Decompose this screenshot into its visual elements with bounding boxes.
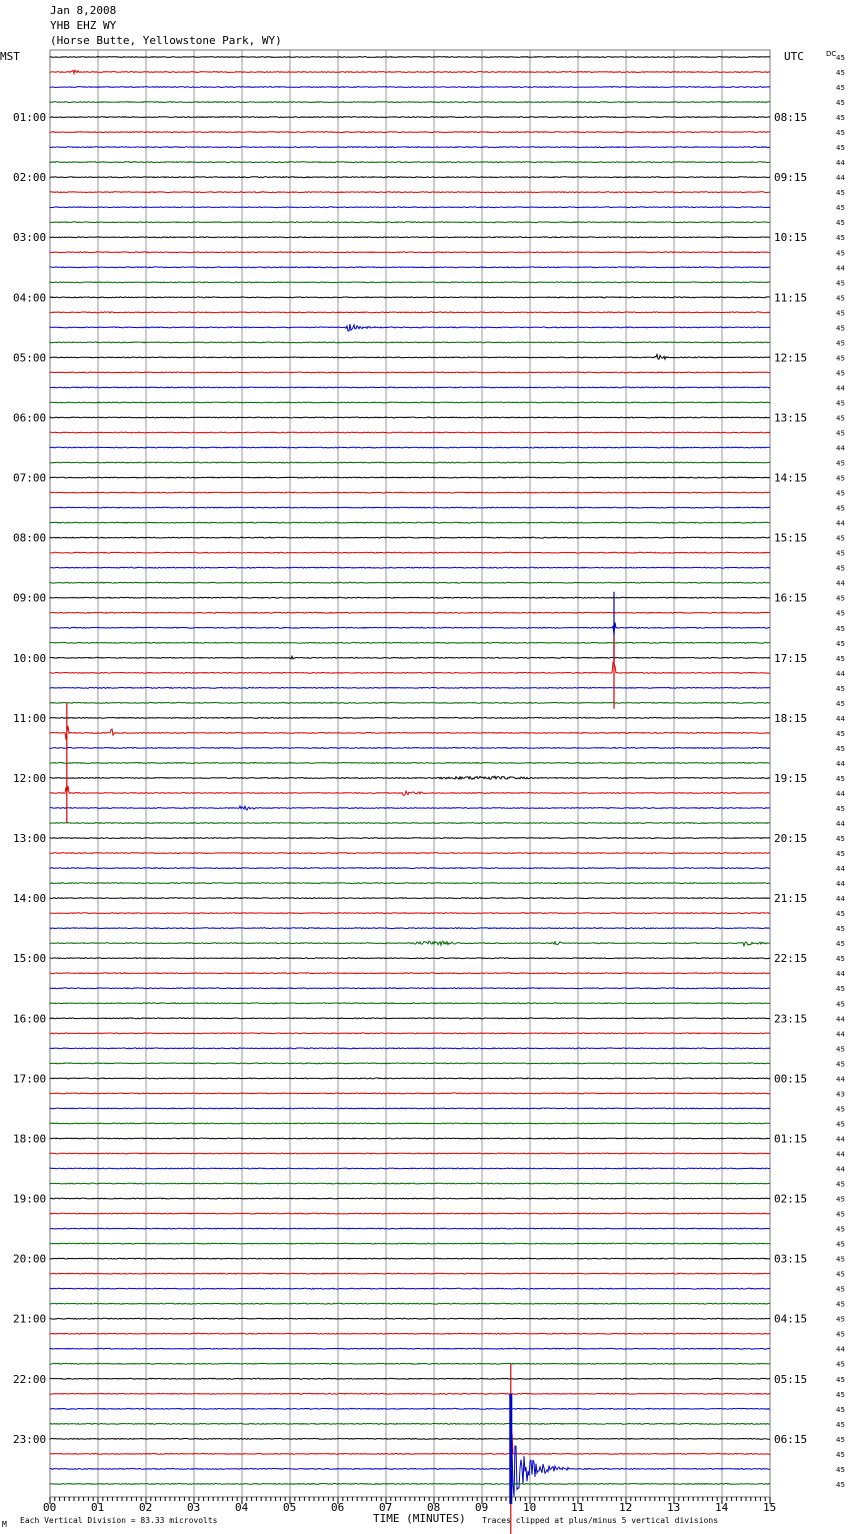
right-hour-label: 15:15 bbox=[774, 531, 808, 545]
seismic-trace bbox=[50, 1153, 770, 1154]
seismic-trace bbox=[50, 162, 770, 163]
seismic-trace bbox=[50, 1348, 770, 1349]
station-location: (Horse Butte, Yellowstone Park, WY) bbox=[50, 34, 282, 47]
x-axis-title: TIME (MINUTES) bbox=[373, 1512, 466, 1525]
dc-offset-label: 44 bbox=[836, 519, 845, 528]
right-hour-label: 21:15 bbox=[774, 892, 808, 906]
dc-offset-label: 44 bbox=[836, 1135, 845, 1144]
dc-offset-label: 44 bbox=[836, 880, 845, 889]
dc-offset-label: 45 bbox=[836, 414, 845, 423]
left-hour-label: 19:00 bbox=[13, 1192, 47, 1206]
seismic-trace bbox=[50, 252, 770, 253]
seismic-trace bbox=[50, 1018, 770, 1019]
left-hour-label: 04:00 bbox=[13, 291, 47, 305]
x-tick-label: 14 bbox=[715, 1501, 729, 1514]
dc-offset-label: 44 bbox=[836, 820, 845, 828]
dc-offset-label: 45 bbox=[836, 279, 845, 288]
dc-offset-label: 45 bbox=[836, 1285, 845, 1294]
left-hour-label: 14:00 bbox=[13, 892, 47, 906]
seismic-trace bbox=[50, 297, 770, 298]
seismic-trace bbox=[50, 928, 770, 929]
seismic-trace bbox=[50, 387, 770, 388]
dc-offset-label: 44 bbox=[836, 1150, 845, 1159]
dc-offset-label: 45 bbox=[836, 1435, 845, 1444]
dc-offset-label: 45 bbox=[836, 249, 845, 258]
dc-offset-label: 45 bbox=[836, 1450, 845, 1459]
dc-offset-label: 45 bbox=[836, 1480, 845, 1489]
dc-offset-label: 44 bbox=[836, 759, 845, 768]
seismic-trace bbox=[50, 1033, 770, 1034]
seismic-trace bbox=[50, 102, 770, 103]
seismic-trace bbox=[50, 1243, 770, 1244]
seismic-trace bbox=[50, 1138, 770, 1139]
seismic-trace bbox=[50, 372, 770, 373]
seismic-trace bbox=[50, 622, 770, 634]
left-hour-label: 17:00 bbox=[13, 1072, 47, 1086]
left-hour-label: 11:00 bbox=[13, 711, 47, 725]
left-hour-label: 08:00 bbox=[13, 531, 47, 545]
seismic-trace bbox=[50, 507, 770, 508]
dc-offset-label: 44 bbox=[836, 1165, 845, 1174]
seismic-trace bbox=[50, 537, 770, 538]
dc-header-label: DC bbox=[826, 50, 837, 58]
seismic-trace bbox=[50, 776, 770, 779]
dc-offset-label: 45 bbox=[836, 639, 845, 648]
seismic-trace bbox=[50, 1108, 770, 1109]
dc-offset-label: 45 bbox=[836, 54, 845, 62]
dc-offset-label: 44 bbox=[836, 865, 845, 874]
dc-offset-label: 45 bbox=[836, 189, 845, 198]
seismic-trace bbox=[50, 642, 770, 643]
seismic-trace bbox=[50, 567, 770, 568]
seismic-trace bbox=[50, 748, 770, 749]
left-hour-label: 15:00 bbox=[13, 952, 47, 966]
x-tick-label: 12 bbox=[619, 1501, 633, 1514]
dc-offset-label: 45 bbox=[836, 534, 845, 543]
seismic-trace bbox=[50, 324, 770, 331]
seismic-trace bbox=[50, 1433, 770, 1455]
right-hour-label: 10:15 bbox=[774, 231, 808, 245]
dc-offset-label: 44 bbox=[836, 1075, 845, 1084]
x-tick-label: 15 bbox=[763, 1501, 777, 1514]
right-hour-label: 20:15 bbox=[774, 832, 808, 846]
seismic-trace bbox=[50, 941, 770, 946]
dc-offset-label: 45 bbox=[836, 1465, 845, 1474]
seismic-trace bbox=[50, 132, 770, 133]
dc-offset-label: 45 bbox=[836, 850, 845, 859]
seismic-trace bbox=[50, 838, 770, 839]
left-hour-label: 13:00 bbox=[13, 832, 47, 846]
dc-offset-label: 45 bbox=[836, 1060, 845, 1069]
seismic-trace bbox=[50, 717, 770, 718]
right-hour-label: 04:15 bbox=[774, 1312, 808, 1326]
dc-offset-label: 44 bbox=[836, 1030, 845, 1039]
dc-offset-label: 45 bbox=[836, 1360, 845, 1369]
dc-offset-label: 44 bbox=[836, 790, 845, 798]
x-tick-label: 06 bbox=[331, 1501, 345, 1514]
right-hour-label: 14:15 bbox=[774, 471, 808, 485]
dc-offset-label: 45 bbox=[836, 1315, 845, 1324]
dc-offset-label: 45 bbox=[836, 744, 845, 753]
seismic-trace bbox=[50, 1484, 770, 1485]
seismic-trace bbox=[50, 1318, 770, 1319]
dc-offset-label: 45 bbox=[836, 399, 845, 408]
seismic-trace bbox=[50, 447, 770, 448]
dc-offset-label: 44 bbox=[836, 174, 845, 183]
right-hour-label: 13:15 bbox=[774, 411, 808, 425]
dc-offset-label: 45 bbox=[836, 144, 845, 153]
dc-offset-label: 45 bbox=[836, 429, 845, 438]
right-hour-label: 01:15 bbox=[774, 1132, 808, 1146]
seismic-trace bbox=[50, 147, 770, 148]
seismic-trace bbox=[50, 207, 770, 208]
dc-offset-label: 45 bbox=[836, 474, 845, 483]
x-tick-label: 08 bbox=[427, 1501, 441, 1514]
seismic-trace bbox=[50, 237, 770, 238]
seismic-trace bbox=[50, 1078, 770, 1079]
seismic-trace bbox=[50, 402, 770, 403]
trace-clipped-event bbox=[509, 1394, 512, 1504]
seismic-trace bbox=[50, 806, 770, 810]
seismic-trace bbox=[50, 1063, 770, 1064]
dc-offset-label: 44 bbox=[836, 669, 845, 678]
right-hour-label: 12:15 bbox=[774, 351, 808, 365]
seismic-trace bbox=[50, 492, 770, 493]
left-hour-label: 05:00 bbox=[13, 351, 47, 365]
dc-offset-label: 44 bbox=[836, 970, 845, 979]
dc-offset-label: 45 bbox=[836, 369, 845, 378]
left-hour-label: 16:00 bbox=[13, 1012, 47, 1026]
right-hour-label: 19:15 bbox=[774, 771, 808, 785]
dc-offset-label: 45 bbox=[836, 294, 845, 303]
x-tick-label: 01 bbox=[91, 1501, 105, 1514]
left-hour-label: 18:00 bbox=[13, 1132, 47, 1146]
seismic-trace bbox=[50, 883, 770, 884]
dc-offset-label: 45 bbox=[836, 1180, 845, 1189]
dc-offset-label: 45 bbox=[836, 549, 845, 558]
seismic-trace bbox=[50, 552, 770, 553]
dc-offset-labels bbox=[836, 54, 845, 1489]
dc-offset-label: 44 bbox=[836, 1015, 845, 1024]
dc-offset-label: 45 bbox=[836, 354, 845, 363]
right-hour-label: 08:15 bbox=[774, 111, 808, 125]
dc-offset-label: 45 bbox=[836, 1195, 845, 1204]
dc-offset-label: 45 bbox=[836, 654, 845, 663]
right-hour-label: 22:15 bbox=[774, 952, 808, 966]
dc-offset-label: 45 bbox=[836, 1270, 845, 1279]
dc-offset-label: 45 bbox=[836, 940, 845, 949]
seismic-trace bbox=[50, 1123, 770, 1124]
x-tick-label: 13 bbox=[667, 1501, 681, 1514]
seismic-trace bbox=[50, 477, 770, 478]
dc-offset-label: 45 bbox=[836, 339, 845, 348]
seismic-trace bbox=[50, 1228, 770, 1229]
seismic-trace bbox=[50, 687, 770, 688]
chart-date: Jan 8,2008 bbox=[50, 4, 117, 17]
left-hour-label: 07:00 bbox=[13, 471, 47, 485]
dc-offset-label: 45 bbox=[836, 69, 845, 77]
left-timezone-label: MST bbox=[0, 50, 20, 63]
dc-offset-label: 43 bbox=[836, 1090, 845, 1099]
dc-offset-label: 44 bbox=[836, 444, 845, 453]
left-hour-label: 21:00 bbox=[13, 1312, 47, 1326]
dc-offset-label: 45 bbox=[836, 1000, 845, 1009]
seismic-trace bbox=[50, 282, 770, 283]
dc-offset-label: 45 bbox=[836, 594, 845, 603]
dc-offset-label: 45 bbox=[836, 955, 845, 964]
dc-offset-label: 45 bbox=[836, 1375, 845, 1384]
seismic-trace bbox=[50, 462, 770, 463]
seismic-trace bbox=[50, 1423, 770, 1424]
x-tick-label: 04 bbox=[235, 1501, 249, 1514]
seismic-trace bbox=[50, 192, 770, 193]
dc-offset-label: 45 bbox=[836, 204, 845, 213]
seismic-trace bbox=[50, 1198, 770, 1199]
seismic-trace bbox=[50, 958, 770, 959]
dc-offset-label: 45 bbox=[836, 910, 845, 919]
dc-offset-label: 44 bbox=[836, 264, 845, 273]
left-time-labels bbox=[13, 111, 46, 1446]
seismic-trace bbox=[50, 988, 770, 989]
seismic-trace bbox=[50, 342, 770, 343]
left-hour-label: 10:00 bbox=[13, 651, 47, 665]
seismic-trace bbox=[50, 702, 770, 703]
x-tick-label: 10 bbox=[523, 1501, 537, 1514]
seismic-trace bbox=[50, 1258, 770, 1259]
seismic-trace bbox=[50, 973, 770, 974]
dc-offset-label: 45 bbox=[836, 1105, 845, 1114]
seismic-trace bbox=[50, 57, 770, 58]
seismic-trace bbox=[50, 913, 770, 914]
seismic-trace bbox=[50, 1168, 770, 1169]
left-hour-label: 20:00 bbox=[13, 1252, 47, 1266]
x-tick-label: 02 bbox=[139, 1501, 153, 1514]
left-hour-label: 06:00 bbox=[13, 411, 47, 425]
left-hour-label: 02:00 bbox=[13, 171, 47, 185]
dc-offset-label: 45 bbox=[836, 234, 845, 243]
seismic-trace bbox=[50, 117, 770, 118]
seismic-trace bbox=[50, 663, 770, 674]
right-hour-label: 11:15 bbox=[774, 291, 808, 305]
dc-offset-label: 45 bbox=[836, 564, 845, 573]
seismic-traces bbox=[50, 57, 770, 1534]
dc-offset-label: 45 bbox=[836, 835, 845, 843]
seismic-trace bbox=[50, 597, 770, 598]
seismic-trace bbox=[50, 726, 770, 740]
seismic-trace bbox=[50, 1439, 770, 1496]
dc-offset-label: 45 bbox=[836, 805, 845, 813]
dc-offset-label: 44 bbox=[836, 159, 845, 168]
dc-offset-label: 45 bbox=[836, 1255, 845, 1264]
dc-offset-label: 45 bbox=[836, 114, 845, 123]
dc-offset-label: 45 bbox=[836, 489, 845, 498]
seismic-trace bbox=[50, 354, 770, 359]
dc-offset-label: 45 bbox=[836, 1330, 845, 1339]
seismic-trace bbox=[50, 1183, 770, 1184]
dc-offset-label: 44 bbox=[836, 579, 845, 588]
seismic-trace bbox=[50, 853, 770, 854]
dc-offset-label: 45 bbox=[836, 1240, 845, 1249]
right-hour-label: 03:15 bbox=[774, 1252, 808, 1266]
seismic-trace bbox=[50, 1363, 770, 1364]
dc-offset-label: 45 bbox=[836, 459, 845, 468]
dc-offset-label: 45 bbox=[836, 1210, 845, 1219]
right-time-labels bbox=[774, 111, 807, 1446]
seismic-trace bbox=[50, 763, 770, 764]
seismic-trace bbox=[50, 267, 770, 268]
dc-offset-label: 45 bbox=[836, 309, 845, 318]
seismic-trace bbox=[50, 1333, 770, 1334]
seismic-trace bbox=[50, 87, 770, 88]
seismic-trace bbox=[50, 823, 770, 824]
dc-offset-label: 45 bbox=[836, 684, 845, 693]
dc-offset-label: 45 bbox=[836, 129, 845, 138]
seismic-trace bbox=[50, 1438, 770, 1439]
left-hour-label: 23:00 bbox=[13, 1432, 47, 1446]
dc-offset-label: 45 bbox=[836, 99, 845, 108]
dc-offset-label: 45 bbox=[836, 925, 845, 934]
dc-offset-label: 45 bbox=[836, 84, 845, 92]
left-hour-label: 22:00 bbox=[13, 1372, 47, 1386]
dc-offset-label: 45 bbox=[836, 1225, 845, 1234]
dc-offset-label: 45 bbox=[836, 1420, 845, 1429]
seismic-trace bbox=[50, 522, 770, 523]
dc-offset-label: 45 bbox=[836, 699, 845, 708]
dc-offset-label: 45 bbox=[836, 504, 845, 513]
seismic-trace bbox=[50, 868, 770, 869]
dc-offset-label: 45 bbox=[836, 324, 845, 333]
right-hour-label: 18:15 bbox=[774, 711, 808, 725]
dc-offset-label: 45 bbox=[836, 1390, 845, 1399]
station-code: YHB EHZ WY bbox=[50, 19, 117, 32]
dc-offset-label: 45 bbox=[836, 624, 845, 633]
x-tick-label: 00 bbox=[43, 1501, 57, 1514]
seismic-trace bbox=[50, 70, 770, 73]
right-hour-label: 16:15 bbox=[774, 591, 808, 605]
x-tick-label: 03 bbox=[187, 1501, 201, 1514]
seismic-trace bbox=[50, 1213, 770, 1214]
dc-offset-label: 45 bbox=[836, 1045, 845, 1054]
dc-offset-label: 45 bbox=[836, 985, 845, 994]
dc-offset-label: 45 bbox=[836, 1120, 845, 1129]
right-hour-label: 05:15 bbox=[774, 1372, 808, 1386]
dc-offset-label: 44 bbox=[836, 895, 845, 904]
dc-offset-label: 45 bbox=[836, 609, 845, 618]
seismic-trace bbox=[50, 786, 770, 796]
seismic-trace bbox=[50, 1288, 770, 1289]
seismic-trace bbox=[50, 582, 770, 583]
right-hour-label: 06:15 bbox=[774, 1432, 808, 1446]
x-tick-label: 09 bbox=[475, 1501, 489, 1514]
dc-offset-label: 45 bbox=[836, 219, 845, 228]
dc-offset-label: 44 bbox=[836, 1345, 845, 1354]
corner-mark: M bbox=[2, 1520, 7, 1529]
dc-offset-label: 45 bbox=[836, 1300, 845, 1309]
right-hour-label: 09:15 bbox=[774, 171, 808, 185]
right-timezone-label: UTC bbox=[784, 50, 804, 63]
left-hour-label: 09:00 bbox=[13, 591, 47, 605]
seismic-trace bbox=[50, 417, 770, 418]
x-tick-label: 11 bbox=[571, 1501, 585, 1514]
dc-offset-label: 45 bbox=[836, 775, 845, 783]
right-hour-label: 23:15 bbox=[774, 1012, 808, 1026]
seismic-trace bbox=[50, 312, 770, 313]
seismic-trace bbox=[50, 1273, 770, 1274]
seismic-trace bbox=[50, 656, 770, 659]
seismic-trace bbox=[50, 1303, 770, 1304]
seismic-trace bbox=[50, 222, 770, 223]
dc-offset-label: 44 bbox=[836, 384, 845, 393]
dc-offset-label: 45 bbox=[836, 729, 845, 738]
dc-offset-label: 44 bbox=[836, 714, 845, 723]
clip-note: Traces clipped at plus/minus 5 vertical divisions bbox=[482, 1516, 719, 1525]
x-tick-label: 07 bbox=[379, 1501, 393, 1514]
left-hour-label: 12:00 bbox=[13, 771, 47, 785]
right-hour-label: 00:15 bbox=[774, 1072, 808, 1086]
left-hour-label: 03:00 bbox=[13, 231, 47, 245]
seismic-trace bbox=[50, 1003, 770, 1004]
x-tick-label: 05 bbox=[283, 1501, 297, 1514]
seismic-trace bbox=[50, 1048, 770, 1049]
seismic-trace bbox=[50, 1093, 770, 1094]
dc-offset-label: 45 bbox=[836, 1405, 845, 1414]
left-hour-label: 01:00 bbox=[13, 111, 47, 125]
right-hour-label: 17:15 bbox=[774, 651, 808, 665]
seismic-trace bbox=[50, 898, 770, 899]
right-hour-label: 02:15 bbox=[774, 1192, 808, 1206]
seismic-trace bbox=[50, 1378, 770, 1379]
scale-note: Each Vertical Division = 83.33 microvolts bbox=[20, 1516, 218, 1525]
seismic-trace bbox=[50, 432, 770, 433]
seismic-trace bbox=[50, 177, 770, 178]
seismic-trace bbox=[50, 612, 770, 613]
seismic-trace bbox=[50, 1408, 770, 1409]
seismic-trace bbox=[50, 1393, 770, 1394]
